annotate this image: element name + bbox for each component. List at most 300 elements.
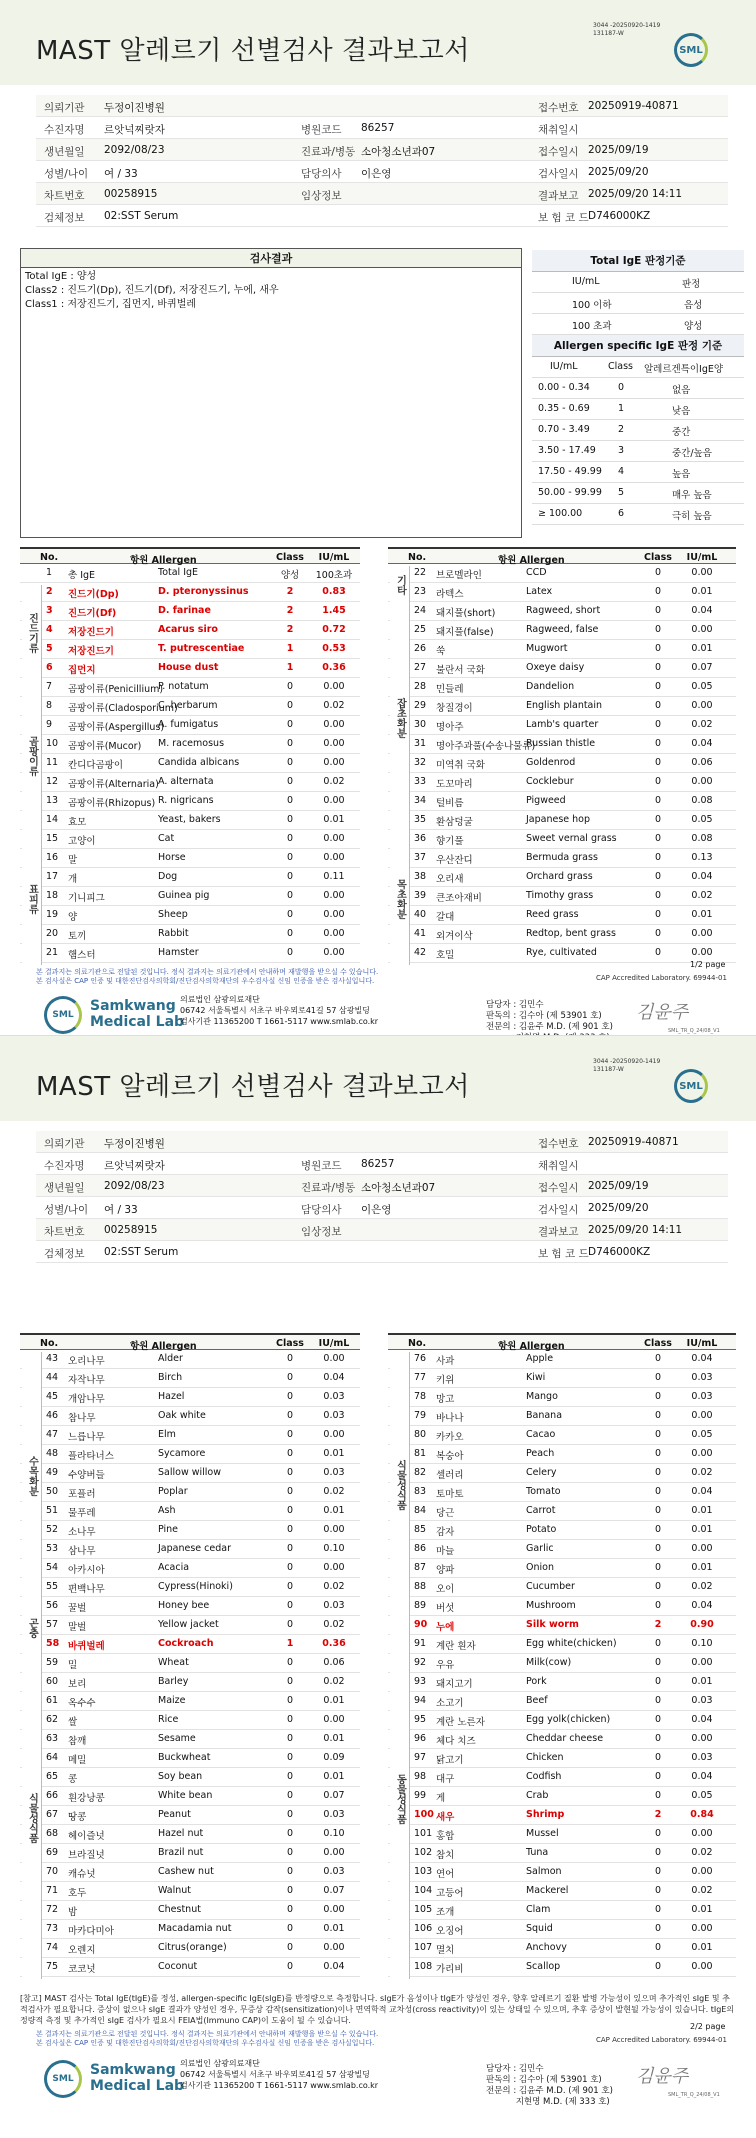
allergen-class: 0 — [654, 776, 662, 787]
allergen-no: 97 — [414, 1752, 427, 1763]
field-label: 결과보고 — [538, 190, 579, 202]
allergen-english: Peach — [526, 1448, 555, 1459]
allergen-no: 91 — [414, 1638, 427, 1649]
allergen-class: 0 — [654, 1676, 662, 1687]
allergen-korean: 편백나무 — [68, 1584, 105, 1595]
allergen-class: 0 — [286, 1486, 294, 1497]
signature-icon: 김윤주 — [636, 2066, 689, 2087]
allergen-iu: 0.00 — [691, 947, 713, 958]
allergen-iu: 0.00 — [323, 1562, 345, 1573]
table-row — [388, 1692, 736, 1711]
allergen-korean: 말 — [68, 855, 78, 866]
allergen-iu: 0.04 — [691, 605, 713, 616]
allergen-class: 0 — [286, 871, 294, 882]
allergen-iu: 0.00 — [323, 833, 345, 844]
allergen-iu: 0.00 — [323, 1353, 345, 1364]
allergen-no: 68 — [46, 1828, 59, 1839]
group-label: 수목화분 — [22, 1352, 42, 1599]
allergen-korean: 체다 치즈 — [436, 1736, 476, 1747]
allergen-korean: 수양버들 — [68, 1470, 105, 1481]
criteria-row — [532, 314, 744, 335]
allergen-no: 88 — [414, 1581, 427, 1592]
allergen-no: 87 — [414, 1562, 427, 1573]
table-row — [388, 849, 736, 868]
allergen-class: 0 — [654, 681, 662, 692]
allergen-class: 0 — [654, 1904, 662, 1915]
allergen-english: Anchovy — [526, 1942, 567, 1953]
allergen-no: 40 — [414, 909, 427, 920]
table-row — [388, 1882, 736, 1901]
field-value: 2025/09/19 — [588, 144, 649, 156]
allergen-korean: 옥수수 — [68, 1698, 96, 1709]
allergen-iu: 0.36 — [322, 662, 346, 673]
table-row — [388, 602, 736, 621]
criteria-value: 3.50 - 17.49 — [538, 445, 596, 456]
allergen-iu: 0.53 — [322, 643, 346, 654]
allergen-class: 0 — [654, 1923, 662, 1934]
allergen-no: 106 — [414, 1923, 433, 1934]
document-id: 3044 -20250920-1419 131187-W — [593, 1058, 661, 1073]
allergen-class: 0 — [286, 909, 294, 920]
field-value: 소아청소년과07 — [361, 146, 436, 158]
allergen-iu: 0.10 — [323, 1543, 345, 1554]
field-label: 검체정보 — [44, 212, 85, 224]
field-value: 르앗넉찌랏자 — [104, 1160, 165, 1172]
allergen-english: Tuna — [526, 1847, 549, 1858]
allergen-english: Sesame — [158, 1733, 196, 1744]
allergen-iu: 0.00 — [323, 1904, 345, 1915]
allergen-iu: 0.90 — [690, 1619, 714, 1630]
allergen-class: 0 — [654, 605, 662, 616]
allergen-class: 0 — [286, 1733, 294, 1744]
header-allergen: 항원 Allergen — [130, 555, 197, 566]
allergen-korean: 오렌지 — [68, 1945, 96, 1956]
allergen-iu: 0.01 — [323, 1695, 345, 1706]
table-row — [20, 1901, 360, 1920]
allergen-korean: 참깨 — [68, 1736, 87, 1747]
allergen-english: Guinea pig — [158, 890, 210, 901]
allergen-iu: 0.02 — [691, 890, 713, 901]
allergen-english: Sweet vernal grass — [526, 833, 617, 844]
allergen-korean: 칸디다곰팡이 — [68, 760, 124, 771]
allergen-iu: 0.83 — [322, 586, 346, 597]
allergen-iu: 0.00 — [691, 1828, 713, 1839]
allergen-class: 0 — [654, 814, 662, 825]
allergen-no: 10 — [46, 738, 59, 749]
allergen-iu: 0.03 — [323, 1391, 345, 1402]
allergen-class: 0 — [286, 1752, 294, 1763]
table-row — [20, 906, 360, 925]
allergen-iu: 0.36 — [322, 1638, 346, 1649]
allergen-english: Lamb's quarter — [526, 719, 599, 730]
allergen-no: 48 — [46, 1448, 59, 1459]
field-value: 02:SST Serum — [104, 1246, 179, 1258]
group-label: 곰팡이류 — [22, 680, 42, 832]
cap-accreditation: CAP Accredited Laboratory. 69944-01 — [596, 974, 727, 982]
allergen-no: 21 — [46, 947, 59, 958]
table-row — [388, 1559, 736, 1578]
allergen-no: 96 — [414, 1733, 427, 1744]
field-label: 채취일시 — [538, 1160, 579, 1172]
allergen-iu: 0.07 — [691, 662, 713, 673]
allergen-class: 0 — [654, 947, 662, 958]
allergen-class: 0 — [654, 871, 662, 882]
allergen-english: Reed grass — [526, 909, 579, 920]
table-row — [388, 735, 736, 754]
allergen-korean: 말벌 — [68, 1622, 87, 1633]
allergen-class: 0 — [286, 757, 294, 768]
field-label: 성별/나이 — [44, 1204, 89, 1216]
table-row — [20, 944, 360, 963]
document-id: 3044 -20250920-1419 131187-W — [593, 22, 661, 37]
table-row — [20, 1749, 360, 1768]
allergen-iu: 0.01 — [323, 814, 345, 825]
allergen-korean: 큰조아재비 — [436, 893, 482, 904]
field-label: 의뢰기관 — [44, 1138, 85, 1150]
allergen-class: 0 — [654, 1448, 662, 1459]
allergen-english: D. pteronyssinus — [158, 586, 249, 597]
allergen-class: 0 — [654, 1695, 662, 1706]
allergen-iu: 0.01 — [323, 1923, 345, 1934]
allergen-english: Carrot — [526, 1505, 556, 1516]
table-row — [388, 887, 736, 906]
table-row — [20, 1369, 360, 1388]
allergen-class: 2 — [286, 605, 294, 616]
table-header-row — [20, 1333, 360, 1350]
allergen-iu: 0.00 — [323, 928, 345, 939]
allergen-english: Chestnut — [158, 1904, 201, 1915]
allergen-no: 54 — [46, 1562, 59, 1573]
allergen-korean: 효모 — [68, 817, 87, 828]
allergen-english: Pigweed — [526, 795, 566, 806]
allergen-english: Sallow willow — [158, 1467, 222, 1478]
criteria-value: 0.35 - 0.69 — [538, 403, 590, 414]
table-row — [388, 1578, 736, 1597]
allergen-iu: 0.01 — [323, 1733, 345, 1744]
allergen-korean: 총 IgE — [68, 570, 96, 581]
allergen-english: Cheddar cheese — [526, 1733, 604, 1744]
allergen-class: 0 — [654, 1885, 662, 1896]
allergen-class: 0 — [654, 1429, 662, 1440]
allergen-korean: 오이 — [436, 1584, 455, 1595]
table-row — [20, 1844, 360, 1863]
allergen-iu: 0.00 — [323, 757, 345, 768]
allergen-korean: 쌀 — [68, 1717, 78, 1728]
allergen-class: 0 — [286, 1562, 294, 1573]
group-label: 동물성식품 — [390, 1618, 410, 1979]
criteria-header: IU/mL — [550, 361, 578, 372]
allergen-korean: 오징어 — [436, 1926, 464, 1937]
allergen-iu: 0.00 — [691, 1961, 713, 1972]
signatories: 담당자 : 김민수 판독의 : 김수아 (제 53901 호) 전문의 : 김윤주 M.D. (제 901 호) — [486, 1000, 613, 1032]
table-row — [20, 564, 360, 583]
allergen-korean: 호두 — [68, 1888, 87, 1899]
table-row — [388, 1806, 736, 1825]
table-row — [20, 849, 360, 868]
allergen-korean: 양파 — [436, 1565, 455, 1576]
table-row — [20, 868, 360, 887]
allergen-korean: 돼지풀(short) — [436, 608, 496, 619]
allergen-korean: 아카시아 — [68, 1565, 105, 1576]
allergen-iu: 0.13 — [691, 852, 713, 863]
allergen-class: 0 — [654, 1638, 662, 1649]
header-no: No. — [40, 1338, 59, 1349]
table-row — [388, 1388, 736, 1407]
table-row — [388, 1863, 736, 1882]
allergen-no: 5 — [46, 643, 53, 654]
field-label: 성별/나이 — [44, 168, 89, 180]
allergen-iu: 0.05 — [691, 1429, 713, 1440]
table-row — [388, 1483, 736, 1502]
field-value: 86257 — [361, 1158, 395, 1170]
allergen-iu: 0.00 — [691, 1733, 713, 1744]
allergen-korean: 조개 — [436, 1907, 455, 1918]
table-row — [388, 1673, 736, 1692]
allergen-class: 0 — [654, 1714, 662, 1725]
allergen-no: 85 — [414, 1524, 427, 1535]
criteria-row — [532, 399, 744, 420]
allergen-no: 41 — [414, 928, 427, 939]
allergen-iu: 0.00 — [323, 909, 345, 920]
group-label: 잡초화분 — [390, 604, 410, 832]
table-row — [20, 1768, 360, 1787]
allergen-korean: 소고기 — [436, 1698, 464, 1709]
allergen-class: 0 — [654, 890, 662, 901]
field-label: 차트번호 — [44, 190, 85, 202]
allergen-english: Horse — [158, 852, 186, 863]
result-summary-box — [20, 248, 522, 538]
allergen-english: Beef — [526, 1695, 548, 1706]
allergen-no: 95 — [414, 1714, 427, 1725]
allergen-no: 20 — [46, 928, 59, 939]
info-row — [36, 95, 728, 117]
allergen-english: Redtop, bent grass — [526, 928, 616, 939]
table-row — [388, 1635, 736, 1654]
group-label: 표피류 — [22, 832, 42, 965]
allergen-iu: 0.00 — [691, 776, 713, 787]
allergen-korean: 계란 노른자 — [436, 1717, 485, 1728]
criteria-value: 중간 — [672, 427, 691, 438]
info-row — [36, 161, 728, 183]
table-row — [20, 1654, 360, 1673]
header-class: Class — [644, 552, 672, 563]
allergen-korean: 라텍스 — [436, 589, 464, 600]
allergen-no: 35 — [414, 814, 427, 825]
allergen-class: 0 — [286, 1600, 294, 1611]
field-label: 병원코드 — [301, 1160, 342, 1172]
allergen-no: 84 — [414, 1505, 427, 1516]
allergen-no: 30 — [414, 719, 427, 730]
report-title: MAST 알레르기 선별검사 결과보고서 — [36, 1072, 470, 1102]
allergen-class: 0 — [654, 852, 662, 863]
allergen-no: 105 — [414, 1904, 433, 1915]
header-iu: IU/mL — [318, 1338, 350, 1349]
table-row — [388, 1901, 736, 1920]
allergen-iu: 0.04 — [691, 1771, 713, 1782]
allergen-korean: 대구 — [436, 1774, 455, 1785]
allergen-english: A. fumigatus — [158, 719, 219, 730]
allergen-no: 80 — [414, 1429, 427, 1440]
table-row — [388, 868, 736, 887]
field-value: 여 / 33 — [104, 168, 138, 180]
allergen-korean: 저장진드기 — [68, 627, 114, 638]
field-label: 담당의사 — [301, 1204, 342, 1216]
allergen-iu: 0.05 — [691, 814, 713, 825]
table-row — [20, 1616, 360, 1635]
allergen-english: Poplar — [158, 1486, 188, 1497]
allergen-english: Alder — [158, 1353, 183, 1364]
table-row — [388, 1787, 736, 1806]
allergen-no: 76 — [414, 1353, 427, 1364]
allergen-korean: 연어 — [436, 1869, 455, 1880]
allergen-class: 0 — [286, 1467, 294, 1478]
header-iu: IU/mL — [318, 552, 350, 563]
allergen-class: 0 — [654, 700, 662, 711]
table-row — [388, 1369, 736, 1388]
allergen-iu: 0.02 — [691, 719, 713, 730]
allergen-class: 2 — [286, 624, 294, 635]
specific-ige-criteria-title: Allergen specific IgE 판정 기준 — [532, 335, 744, 357]
table-row — [388, 564, 736, 583]
sml-logo-icon: SML — [674, 33, 708, 67]
info-row — [36, 1197, 728, 1219]
allergen-no: 79 — [414, 1410, 427, 1421]
allergen-english: Sycamore — [158, 1448, 206, 1459]
footnote-notice: 본 결과지는 의료기관으로 전달된 것입니다. 정식 결과지는 의료기관에서 안내하며 재발행을 받으실 수 있습니다. 본 검사실은 CAP 인증 및 대한진단검사의학회/진단검사의학재단의 우수검사실 신임 인증을 받은 검사실입니다. — [36, 968, 379, 985]
table-row — [388, 716, 736, 735]
allergen-no: 51 — [46, 1505, 59, 1516]
allergen-english: Scallop — [526, 1961, 561, 1972]
allergen-no: 74 — [46, 1942, 59, 1953]
table-row — [20, 583, 360, 602]
allergen-class: 0 — [286, 1448, 294, 1459]
allergen-english: Egg yolk(chicken) — [526, 1714, 611, 1725]
field-label: 임상정보 — [301, 1226, 342, 1238]
field-label: 접수번호 — [538, 1138, 579, 1150]
allergen-iu: 0.03 — [323, 1600, 345, 1611]
allergen-korean: 복숭아 — [436, 1451, 464, 1462]
table-row — [20, 1882, 360, 1901]
criteria-value: 5 — [618, 487, 625, 498]
allergen-table-left — [20, 547, 360, 963]
allergen-no: 32 — [414, 757, 427, 768]
allergen-no: 16 — [46, 852, 59, 863]
allergen-class: 0 — [286, 1676, 294, 1687]
criteria-row — [532, 420, 744, 441]
allergen-english: Milk(cow) — [526, 1657, 572, 1668]
allergen-no: 2 — [46, 586, 53, 597]
allergen-korean: 밤 — [68, 1907, 78, 1918]
allergen-english: Dandelion — [526, 681, 575, 692]
allergen-korean: 참치 — [436, 1850, 455, 1861]
allergen-no: 89 — [414, 1600, 427, 1611]
allergen-korean: 버섯 — [436, 1603, 455, 1614]
table-row — [388, 583, 736, 602]
table-row — [388, 640, 736, 659]
allergen-korean: 우유 — [436, 1660, 455, 1671]
allergen-korean: 소나무 — [68, 1527, 96, 1538]
allergen-iu: 0.02 — [323, 1676, 345, 1687]
allergen-korean: 카카오 — [436, 1432, 464, 1443]
table-row — [20, 1407, 360, 1426]
allergen-class: 1 — [286, 1638, 294, 1649]
allergen-no: 102 — [414, 1847, 433, 1858]
allergen-korean: 물푸레 — [68, 1508, 96, 1519]
allergen-english: Celery — [526, 1467, 557, 1478]
allergen-class: 0 — [654, 567, 662, 578]
signatories: 담당자 : 김민수 판독의 : 김수아 (제 53901 호) 전문의 : 김윤주 M.D. (제 901 호) 지현명 M.D. (제 333 호) — [486, 2064, 613, 2107]
field-value: 2025/09/20 14:11 — [588, 1224, 683, 1236]
table-row — [20, 830, 360, 849]
allergen-class: 0 — [286, 1828, 294, 1839]
field-value: 2025/09/19 — [588, 1180, 649, 1192]
allergen-english: Mackerel — [526, 1885, 569, 1896]
field-value: 86257 — [361, 122, 395, 134]
group-label: 식물성식품 — [390, 1352, 410, 1618]
allergen-class: 0 — [286, 1866, 294, 1877]
allergen-no: 53 — [46, 1543, 59, 1554]
allergen-no: 29 — [414, 700, 427, 711]
group-label: 기타 — [390, 566, 410, 604]
allergen-iu: 0.00 — [323, 795, 345, 806]
allergen-iu: 0.00 — [323, 719, 345, 730]
allergen-english: T. putrescentiae — [158, 643, 245, 654]
allergen-class: 0 — [286, 1619, 294, 1630]
allergen-iu: 0.03 — [323, 1866, 345, 1877]
table-row — [388, 773, 736, 792]
allergen-no: 59 — [46, 1657, 59, 1668]
table-row — [388, 1540, 736, 1559]
allergen-korean: 감자 — [436, 1527, 455, 1538]
allergen-class: 0 — [286, 738, 294, 749]
allergen-no: 37 — [414, 852, 427, 863]
total-ige-criteria-title: Total IgE 판정기준 — [532, 250, 744, 272]
allergen-class: 0 — [286, 1714, 294, 1725]
allergen-class: 0 — [654, 1562, 662, 1573]
criteria-value: 없음 — [672, 385, 691, 396]
allergen-english: Sheep — [158, 909, 188, 920]
allergen-korean: 곰팡이류(Cladosporium) — [68, 703, 178, 714]
allergen-iu: 0.03 — [323, 1467, 345, 1478]
allergen-class: 0 — [654, 643, 662, 654]
allergen-no: 17 — [46, 871, 59, 882]
allergen-english: Orchard grass — [526, 871, 593, 882]
table-row — [20, 1958, 360, 1977]
allergen-english: Mushroom — [526, 1600, 576, 1611]
allergen-korean: 진드기(Dp) — [68, 589, 119, 600]
allergen-korean: 멸치 — [436, 1945, 455, 1956]
allergen-class: 0 — [654, 738, 662, 749]
field-label: 검체정보 — [44, 1248, 85, 1260]
allergen-iu: 0.01 — [691, 1505, 713, 1516]
allergen-iu: 0.01 — [323, 1505, 345, 1516]
allergen-english: Cacao — [526, 1429, 556, 1440]
criteria-value: 4 — [618, 466, 625, 477]
allergen-iu: 0.00 — [691, 1543, 713, 1554]
allergen-english: Mussel — [526, 1828, 559, 1839]
criteria-value: 6 — [618, 508, 625, 519]
allergen-class: 0 — [286, 1847, 294, 1858]
table-row — [388, 1749, 736, 1768]
signature-icon: 김윤주 — [636, 1002, 689, 1023]
table-row — [20, 792, 360, 811]
allergen-korean: 계란 흰자 — [436, 1641, 476, 1652]
header-no: No. — [408, 552, 427, 563]
allergen-korean: 메밀 — [68, 1755, 87, 1766]
allergen-iu: 0.03 — [691, 1391, 713, 1402]
allergen-korean: 땅콩 — [68, 1812, 87, 1823]
allergen-no: 72 — [46, 1904, 59, 1915]
